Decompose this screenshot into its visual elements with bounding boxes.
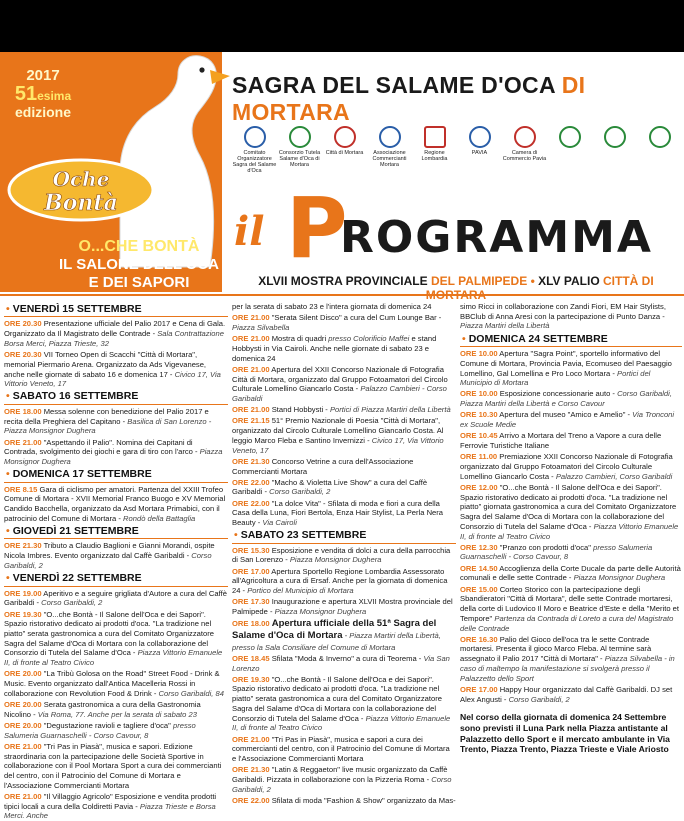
program-event	[460, 685, 682, 704]
regione-icon	[424, 126, 446, 148]
event-time: ORE 21.00	[4, 437, 42, 447]
day-heading: • VENERDÌ 22 SETTEMBRE	[4, 572, 228, 586]
program-event	[4, 589, 228, 608]
event-description: Apertura ufficiale della 51ª Sagra del Salame d'Oca di Mortara	[232, 618, 437, 642]
day-heading: • DOMENICA 24 SETTEMBRE	[460, 333, 682, 347]
event-location: Corso Garibaldi, 2	[4, 551, 212, 570]
event-location: Piazza Vittorio Emanuele II, di fronte al Teatro Civico	[232, 713, 451, 733]
event-description: Tributo a Claudio Baglioni e Gianni Morandi, ospite Nicola Imbres. Evento organizzato dal Caffè Garibaldi -	[4, 541, 215, 561]
crest-icon	[334, 126, 356, 148]
event-location: Portico del Municipio di Mortara	[247, 586, 354, 596]
event-description: Apertura del XXII Concorso Nazionale di Fotografia Città di Mortara, organizzato dal Gruppo Fotoamatori del Circolo Culturale Lomellino Giancarlo Costa -	[232, 364, 448, 394]
program-event	[232, 597, 456, 616]
header-orange-panel	[0, 52, 222, 292]
event-location: Via Tronconi ex Scuole Medie	[460, 410, 675, 430]
bullet-icon: •	[6, 468, 10, 481]
event-description: Stand Hobbysti -	[271, 405, 328, 415]
program-event	[460, 635, 682, 684]
program-event	[4, 485, 228, 524]
event-description: Gara di ciclismo per amatori. Partenza del XXIII Trofeo Comune di Mortara - XVII Memorial Franco Buogo e XV Memorial Candido Bacchella, organizzato da Asd Mortara Primabici, con il patrocinio del Comune di Mortara -	[4, 484, 226, 523]
event-time: ORE 22.00	[232, 477, 270, 487]
event-location: Piazza Monsignor Dughera	[274, 607, 367, 617]
event-time: ORE 21.00	[232, 734, 270, 744]
salone-subtitle: O...CHE BONTÀ IL SALONE DELL'OCA E DEI SAPORI	[59, 238, 219, 291]
bullet-icon: •	[6, 390, 10, 403]
program-event	[232, 654, 456, 673]
program-event	[232, 546, 456, 565]
day-heading: • GIOVEDÌ 21 SETTEMBRE	[4, 525, 228, 539]
program-event	[232, 675, 456, 733]
event-time: ORE 20.00	[4, 669, 42, 679]
event-description: "O...che Bontà - Il Salone dell'Oca e dei Sapori". Spazio ristorativo dedicato ai prodotti d'oca. "La tradizione nel piatto" serata gastronomica a cura del Comitato Organizzatore Sagra del Salame d'Oca di Mortara con la collaborazione del Consorzio di Tutela del Salame d'Oca -	[4, 609, 214, 658]
event-description: "Macho & Violetta Live Show" a cura del Caffè Garibaldi -	[232, 477, 428, 497]
sponsor-logo	[502, 126, 547, 162]
program-event	[232, 365, 456, 404]
event-description: "Latin & Reggaeton" live music organizzato da Caffè Garibaldi. Pizzata in collaborazione con la Pizzeria Roma -	[232, 765, 448, 784]
event-time: ORE 10.00	[460, 349, 498, 359]
camera-icon	[514, 126, 536, 148]
event-description: Apertura del museo "Amico e Amelio" -	[499, 410, 631, 420]
event-location: Portici del Municipio di Mortara	[460, 368, 651, 388]
event-description: "Serata Silent Disco" a cura del Cum Lounge Bar -	[271, 313, 442, 323]
event-location: Piazza Vittorio Emanuele II, di fronte al Teatro Civico	[4, 648, 223, 668]
event-description: Arrivo a Mortara del Treno a Vapore a cura delle Ferrovie Turistiche Italiane	[460, 431, 662, 451]
event-time: ORE 21.15	[232, 416, 270, 426]
program-event	[232, 457, 456, 476]
edition-year: 2017	[26, 67, 60, 84]
event-description: Apertura Sportello Regione Lombardia Assessorato all'Agricoltura a cura di Ersaf. Anche per la giornata di domenica 24 -	[232, 566, 448, 596]
event-location: Corso Garibaldi, 2	[508, 694, 570, 704]
sponsor-logo	[412, 126, 457, 162]
program-event	[460, 302, 682, 331]
event-time: ORE 10.45	[460, 431, 498, 441]
programma-heading	[228, 179, 684, 277]
event-description: "Pranzo con prodotti d'oca"	[499, 542, 591, 552]
event-time: ORE 21.30	[232, 765, 270, 775]
program-event	[232, 499, 456, 528]
sponsor-logo-label: Comitato Organizzatore Sagra del Salame d'Oca	[232, 150, 277, 175]
program-event	[4, 721, 228, 740]
event-description: Esposizione e vendita di dolci a cura della parrocchia di San Lorenzo -	[232, 545, 451, 565]
program-event	[460, 431, 682, 450]
event-location: Civico 17, Via Vittorio Veneto, 17	[232, 435, 444, 455]
divider	[0, 294, 684, 296]
event-description: Premiazione XXII Concorso Nazionale di Fotografia organizzato dal Gruppo Fotoamatori del Circolo Culturale Lomellino Giancarlo Costa -	[460, 452, 673, 481]
event-description: "La Tribù Golosa on the Road" Street Food - Drink & Music. Evento organizzato dall'Antica Macelleria Rossi in collaborazione con Revolution Food & Drink -	[4, 669, 220, 698]
svg-text:Oche: Oche	[52, 167, 110, 191]
oche-bonta-logo	[6, 156, 156, 224]
event-description: "Degustazione ravioli e tagliere d'oca"	[43, 720, 171, 730]
event-description: 51° Premio Nazionale di Poesia "Città di Mortara", organizzato dal Circolo Culturale Lomellino Giancarlo Costa. Al leggio Marco Fleba e Santino Invernizzi -	[232, 416, 444, 445]
program-event	[4, 319, 228, 348]
event-time: ORE 20.00	[4, 720, 42, 730]
sponsor-logo-label: Consorzio Tutela Salame d'Oca di Mortara	[278, 150, 321, 169]
program-event	[460, 543, 682, 562]
event-description: VII Torneo Open di Scacchi "Città di Mortara", memorial Piermario Arena. Organizzato da Ads Vigevanese, anche nelle giornate di sabato 16 e domenica 17 -	[4, 350, 207, 379]
mostra-palio-banner: XLVII MOSTRA PROVINCIALE DEL PALMIPEDE • XLV PALIO CITTÀ DI	[258, 274, 654, 288]
event-time: ORE 12.30	[460, 542, 498, 552]
comitato-icon	[244, 126, 266, 148]
sponsor-logo-label: Camera di Commercio Pavia	[502, 150, 547, 163]
event-time: ORE 10.30	[460, 410, 498, 420]
event-location: Piazza Monsignor Dughera	[4, 447, 223, 466]
program-event	[460, 483, 682, 541]
event-description: Mostra di quadri	[271, 334, 327, 344]
program-column-1	[4, 302, 228, 821]
bullet-icon: •	[234, 529, 238, 542]
event-description: "Tri Pas in Piasà", musica e sapori a cura dei commercianti del centro, con il Patrocinio del Comune di Mortara e l'Associazione Commercianti Mortara	[232, 734, 450, 763]
event-location: Corso Garibaldi, 2	[232, 774, 452, 794]
event-location: - Piazza Martiri della Libertà, presso la Sala Consiliare del Comune di Mortara	[232, 631, 441, 652]
event-description: Messa solenne con benedizione del Palio 2017 e recita della Preghiera del Capitano -	[4, 406, 209, 426]
edition-number: 51esima	[14, 82, 72, 105]
event-time: ORE 15.00	[460, 584, 498, 594]
event-description: "O...che Bontà - Il Salone dell'Oca e dei Sapori". Spazio ristorativo dedicato ai prodotti d'oca. "La tradizione nel piatto" giornata gastronomica a cura del Comitato Organizzatore Sagra del Salame d'Oca di Mortara con la collaborazione del Consorzio di Tutela del Salame d'Oca -	[460, 482, 677, 531]
event-description: Inaugurazione e apertura XLVII Mostra provinciale del Palmipede -	[232, 597, 453, 617]
event-time: ORE 17.30	[232, 597, 270, 607]
program-event	[232, 618, 456, 652]
sponsor-logo	[547, 126, 592, 150]
day-heading: • SABATO 16 SETTEMBRE	[4, 390, 228, 404]
event-description: "Tri Pas in Piasà", musica e sapori. Edizione straordinaria con la partecipazione delle Società Sportive in collaborazione con il Pool Mortara Sport a cura dei commercianti del centro, con il Patrocinio del Comune di Mortara e l'Associazione Commercianti Mortara	[4, 741, 222, 790]
event-location: Palazzo Cambieri - Corso Garibaldi	[232, 384, 447, 403]
event-description-cont: e stand Hobbysti in Via Cairoli. Anche nelle giornate di sabato 23 e domenica 24	[232, 334, 437, 363]
event-location: Piazza Trieste e Borsa Merci. Anche	[4, 801, 216, 821]
program-column-3	[460, 302, 682, 755]
program-event	[232, 302, 456, 312]
program-event	[4, 742, 228, 791]
sponsor-logo-label: PAVIA	[471, 150, 488, 156]
consorzio-icon	[289, 126, 311, 148]
bullet-icon: •	[462, 332, 466, 345]
event-time: ORE 17.00	[232, 566, 270, 576]
day-heading: • VENERDÌ 15 SETTEMBRE	[4, 303, 228, 317]
event-time: ORE 14.50	[460, 563, 498, 573]
event-description: Esposizione concessionarie auto -	[499, 389, 615, 399]
day-heading: • SABATO 23 SETTEMBRE	[232, 529, 456, 543]
sponsor-logo	[322, 126, 367, 156]
program-event	[232, 765, 456, 794]
event-time: ORE 21.30	[4, 541, 42, 551]
event-location: Via Cairoli	[262, 518, 297, 528]
event-location: Corso Garibaldi, 84	[158, 688, 224, 698]
event-location: Corso Garibaldi, 2	[269, 487, 331, 497]
event-location: Piazza Silvabella	[232, 322, 290, 332]
program-event	[232, 796, 456, 806]
sunday-note: Nel corso della giornata di domenica 24 Settembre sono previsti il Luna Park nella Piazza antistante al Palazzetto dello Sport e il mercato ambulante in Via Trento, Piazza Trento, Piazza Trieste e Viale Ariosto	[460, 712, 670, 755]
sponsor-logo-label: Regione Lombardia	[421, 150, 448, 163]
event-location: Piazza Monsignor Dughera	[573, 573, 666, 583]
bullet-icon: •	[6, 572, 10, 585]
sponsor-logo	[232, 126, 277, 174]
bullet-icon: •	[6, 303, 10, 315]
program-event	[4, 669, 228, 698]
event-location: Via San Lorenzo	[232, 653, 450, 673]
event-description: Serata gastronomica a cura della Gastronomia Nicolino -	[4, 699, 201, 719]
sponsor-logos	[232, 126, 682, 174]
program-event	[232, 313, 456, 332]
program-event	[460, 452, 682, 481]
edition-badge	[12, 68, 74, 119]
event-time: ORE 21.00	[232, 405, 270, 415]
event-location: Palazzo Cambieri, Corso Garibaldi	[555, 471, 673, 481]
svg-text:Bontà: Bontà	[44, 190, 118, 216]
event-location: Piazza Silvabella - in caso di maltempo la manifestazione si svolgerà presso il Palazzetto dello Sport	[460, 654, 675, 683]
day-heading: • DOMENICA 17 SETTEMBRE	[4, 468, 228, 482]
event-time: ORE 21.00	[4, 791, 42, 801]
event-time: ORE 20.00	[4, 699, 42, 709]
program-event	[460, 585, 682, 634]
event-time: ORE 21.00	[232, 313, 270, 323]
program-event	[232, 478, 456, 497]
event-location: Civico 17, Via Vittorio Veneto, 17	[4, 369, 221, 389]
program-event	[232, 405, 456, 415]
event-description: Sfilata "Moda & Inverno" a cura di Teorema -	[271, 653, 422, 663]
event-location: Sala Contrattazione Borsa Merci, Piazza Trieste, 32	[4, 329, 224, 348]
event-location: presso Salumeria Guarnaschelli - Corso Cavour, 8	[4, 720, 196, 740]
programma-word: ROGRAMMA	[340, 212, 653, 263]
sponsor-logo	[592, 126, 637, 150]
event-time: ORE 19.00	[4, 588, 42, 598]
program-event	[4, 792, 228, 821]
event-location: Partenza da Contrada di Loreto a cura del Magistrato delle Contrade	[460, 613, 674, 633]
event-location: Corso Garibaldi, 2	[41, 598, 103, 608]
bullet-icon: •	[6, 525, 10, 538]
program-event	[4, 541, 228, 570]
event-location: Piazza Vittorio Emanuele II, di fronte al Teatro Civico	[460, 521, 679, 541]
event-description: Palio del Gioco dell'oca tra le sette Contrade mortaresi. Presenta il gioco Marco Fleba. Al termine sarà assegnato il Palio 2017 "Città di Mortara" -	[460, 634, 652, 664]
program-event	[460, 389, 682, 408]
top-banner	[0, 0, 684, 52]
event-description: "Il Villaggio Agricolo" Esposizione e vendita prodotti tipici locali a cura della Coldiretti Pavia -	[4, 791, 217, 811]
event-location: Basilica di San Lorenzo - Piazza Monsignor Dughera	[4, 416, 212, 436]
provincia-icon	[469, 126, 491, 148]
event-time: ORE 10.00	[460, 389, 498, 399]
event-time: ORE 18.00	[232, 619, 270, 629]
event-time: ORE 20.30	[4, 319, 42, 329]
event-description: Happy Hour organizzato dal Caffè Garibaldi. DJ set Alex Angusti -	[460, 684, 673, 704]
logo-icon	[604, 126, 626, 148]
program-event	[460, 349, 682, 388]
event-time: ORE 21.30	[232, 456, 270, 466]
program-event	[4, 700, 228, 719]
event-time: ORE 21.00	[232, 334, 270, 344]
program-event	[4, 438, 228, 467]
event-location: Portici di Piazza Martiri della Libertà	[329, 405, 451, 415]
event-time: ORE 19.30	[4, 609, 42, 619]
sponsor-logo-label: Città di Mortara	[325, 150, 364, 156]
event-description: Apertura "Sagra Point", sportello informativo del Comune di Mortara, Provincia Pavia, Ecomuseo del Paesaggio Lomellino, Gal Lomellina e Pro Loco Mortara -	[460, 349, 672, 378]
program-event	[4, 610, 228, 668]
program-event	[4, 350, 228, 389]
event-time: ORE 20.30	[4, 350, 42, 360]
event-location: presso Salumeria Guarnaschelli - Corso Cavour, 8	[460, 542, 653, 562]
event-time: ORE 22.00	[232, 498, 270, 508]
sponsor-logo	[277, 126, 322, 168]
event-location: presso Colorificio Maffei	[328, 334, 410, 344]
programma-il: il	[234, 208, 265, 255]
program-event	[460, 564, 682, 583]
logo-icon	[649, 126, 671, 148]
program-event	[232, 334, 456, 363]
event-time: ORE 11.00	[460, 452, 498, 462]
commercianti-icon	[379, 126, 401, 148]
event-description: "La dolce Vita" - Sfilata di moda e fiori a cura della Casa della Luna, Fiori Bertola, Enza Hair Stylist, La Perla Nera Beauty -	[232, 498, 444, 528]
event-time: ORE 18.45	[232, 653, 270, 663]
program-event	[232, 416, 456, 455]
program-column-2	[232, 302, 456, 805]
event-time: ORE 8.15	[4, 484, 38, 494]
program-event	[232, 567, 456, 596]
event-time: ORE 18.00	[4, 406, 42, 416]
event-description: Corteo Storico con la partecipazione degli Sbandieratori "Città di Mortara", delle sette Contrade mortaresi, della corte di Ludovico Il Moro e Beatrice d'Este e della "Merito et Tempore"	[460, 584, 679, 623]
event-description: "Aspettando il Palio". Nomina dei Capitani di Contrada, svolgimento dei giochi e gara di tiro con l'arco -	[4, 437, 198, 457]
event-time: ORE 22.00	[232, 795, 270, 805]
event-time: ORE 19.30	[232, 674, 270, 684]
event-description: "O...che Bontà - Il Salone dell'Oca e dei Sapori". Spazio ristorativo dedicato ai prodotti d'oca. "La tradizione nel piatto" serata gastronomica a cura del Comitato Organizzatore Sagra del Salame d'Oca di Mortara con la collaborazione del Consorzio di Tutela del Salame d'Oca -	[232, 674, 442, 723]
sponsor-logo-label: Associazione Commercianti Mortara	[372, 150, 407, 169]
event-location: Rondò della Battaglia	[123, 513, 196, 523]
sponsor-logo	[637, 126, 682, 150]
event-description: Aperitivo e a seguire grigliata d'Autore a cura del Caffè Garibaldi -	[4, 588, 227, 608]
event-description: Accoglienza della Corte Ducale da parte delle Autorità comunali e delle sette Contrade -	[460, 563, 681, 583]
event-time: ORE 12.00	[460, 482, 498, 492]
event-description: Presentazione ufficiale del Palio 2017 e Cena di Gala. Organizzato da Il Magistrato delle Contrade -	[4, 319, 226, 339]
event-time: ORE 17.00	[460, 684, 498, 694]
event-description: Concorso Vetrine a cura dell'Associazione Commercianti Mortara	[232, 456, 414, 476]
event-time: ORE 16.30	[460, 634, 498, 644]
event-location: Corso Garibaldi, Piazza Martiri della Libertà e Corso Cavour	[460, 389, 672, 409]
event-location: Piazza Martiri della Libertà	[460, 321, 550, 331]
event-time: ORE 15.30	[232, 545, 270, 555]
program-event	[4, 407, 228, 436]
event-location: Piazza Monsignor Dughera	[289, 555, 382, 565]
event-location: Via Roma, 77. Anche per la serata di sabato 23	[37, 709, 197, 719]
sponsor-logo	[367, 126, 412, 168]
programma-initial: P	[286, 179, 348, 277]
main-title: SAGRA DEL SALAME D'OCA DI MORTARA	[232, 72, 586, 125]
event-time: ORE 21.00	[232, 364, 270, 374]
event-description: simo Ricci in collaborazione con Zandi Fiori, EM Hair Stylists, BBClub di Anna Aresi con la partecipazione di Punto Danza -	[460, 302, 666, 321]
sponsor-logo	[457, 126, 502, 156]
event-description: per la serata di sabato 23 e l'intera giornata di domenica 24	[232, 302, 432, 311]
logo-icon	[559, 126, 581, 148]
event-description: Sfilata di moda "Fashion & Show" organizzato da Mas-	[271, 795, 456, 805]
program-event	[460, 410, 682, 429]
edition-word: edizione	[14, 103, 71, 120]
program-event	[232, 735, 456, 764]
event-time: ORE 21.00	[4, 741, 42, 751]
